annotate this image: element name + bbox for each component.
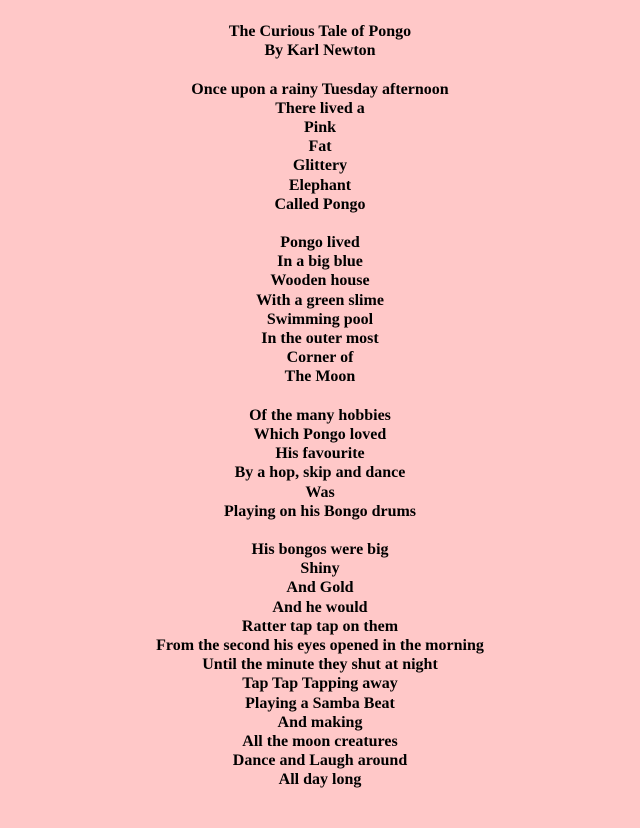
stanza-break <box>0 214 640 233</box>
stanza <box>0 80 640 214</box>
poem-line: Wooden house <box>270 272 370 290</box>
stanza <box>0 540 640 789</box>
poem-line: All the moon creatures <box>242 732 398 750</box>
poem-line: Which Pongo loved <box>253 425 387 443</box>
poem-line: His bongos were big <box>251 541 389 559</box>
poem-line: Was <box>305 483 335 501</box>
poem-line: And making <box>277 713 363 731</box>
poem-line: Pongo lived <box>280 234 360 252</box>
poem-title: The Curious Tale of Pongo <box>228 23 412 40</box>
stanza-break <box>0 387 640 406</box>
stanza <box>0 406 640 521</box>
poem-line: Glittery <box>292 157 348 175</box>
stanza-break <box>0 521 640 540</box>
poem-line: Dance and Laugh around <box>232 752 408 770</box>
poem-line: And Gold <box>286 579 354 597</box>
poem-line: There lived a <box>275 99 365 117</box>
poem-line: Ratter tap tap on them <box>241 617 399 635</box>
poem-line: Pink <box>303 118 336 136</box>
poem-line: His favourite <box>275 445 365 463</box>
poem-line: Corner of <box>286 349 354 367</box>
poem-line: Elephant <box>288 176 352 194</box>
poem-line: Until the minute they shut at night <box>202 656 438 674</box>
poem-line: Of the many hobbies <box>249 406 391 424</box>
poem-line: Fat <box>308 138 332 156</box>
poem-line: With a green slime <box>256 291 384 309</box>
poem-line: Tap Tap Tapping away <box>242 675 398 693</box>
poem-header <box>0 22 640 60</box>
poem-line: Swimming pool <box>266 310 374 328</box>
poem-line: All day long <box>278 771 362 789</box>
poem-byline: By Karl Newton <box>264 42 376 60</box>
poem-line: In a big blue <box>277 253 363 271</box>
poem-line: Playing a Samba Beat <box>245 694 395 712</box>
poem-line: And he would <box>272 598 368 616</box>
stanza <box>0 233 640 387</box>
poem-line: Shiny <box>300 560 340 578</box>
poem-line: By a hop, skip and dance <box>234 464 406 482</box>
stanza-break <box>0 60 640 79</box>
poem-line: In the outer most <box>261 330 379 347</box>
poem-line: From the second his eyes opened in the morning <box>156 637 484 654</box>
poem-line: The Moon <box>284 368 356 386</box>
poem-line: Once upon a rainy Tuesday afternoon <box>191 80 449 98</box>
poem-line: Playing on his Bongo drums <box>223 502 417 520</box>
poem-body <box>0 60 640 789</box>
poem-line: Called Pongo <box>274 195 366 213</box>
